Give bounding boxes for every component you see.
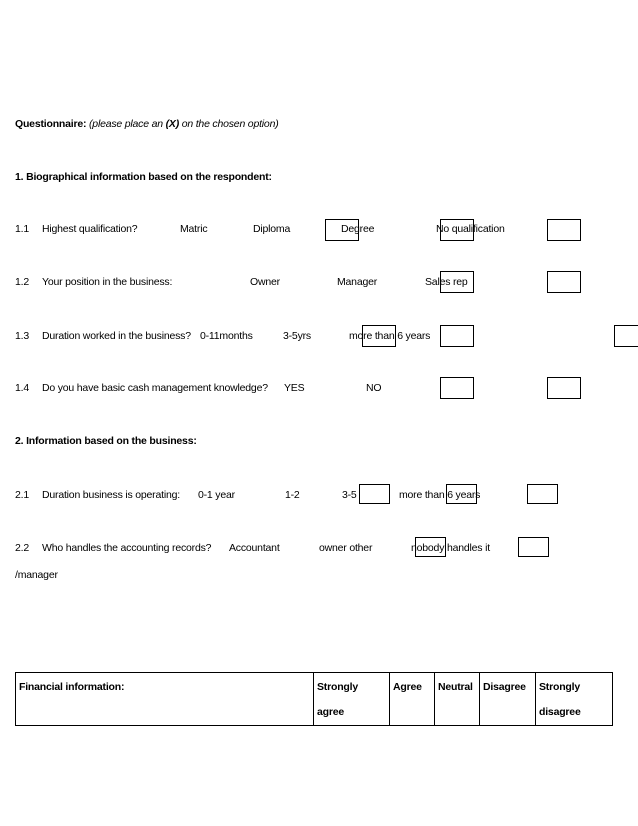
q1-1-option-degree: Degree xyxy=(341,223,375,235)
q2-1-option-more-than-6-years: more than 6 years xyxy=(399,489,481,501)
q2-1-option-3-5: 3-5 xyxy=(342,489,357,501)
q1-2-option-sales-rep: Sales rep xyxy=(425,276,468,288)
q1-2-option-manager: Manager xyxy=(337,276,378,288)
q2-2-option-nobody-handles-it: nobody handles it xyxy=(411,542,490,554)
instruction-mark: (X) xyxy=(165,118,179,130)
financial-information-table xyxy=(15,672,613,726)
q1-4-checkbox-no[interactable] xyxy=(547,377,581,399)
questionnaire-label: Questionnaire: xyxy=(15,118,87,130)
q2-2-question: Who handles the accounting records? xyxy=(42,542,212,554)
header-strongly-disagree: Strongly disagree xyxy=(536,673,613,726)
q2-1-option-1-2: 1-2 xyxy=(285,489,300,501)
q2-2-option-accountant: Accountant xyxy=(229,542,280,554)
header-disagree: Disagree xyxy=(480,673,536,726)
q2-1-option-0-1-year: 0-1 year xyxy=(198,489,235,501)
questionnaire-heading xyxy=(15,118,279,130)
header-agree: Agree xyxy=(390,673,435,726)
q1-3-question: Duration worked in the business? xyxy=(42,330,191,342)
q2-1-question: Duration business is operating: xyxy=(42,489,180,501)
q2-2-checkbox-nobody-handles-it[interactable] xyxy=(518,537,549,557)
q2-2-option-owner-other: owner other xyxy=(319,542,373,554)
q1-2-checkbox-sales-rep[interactable] xyxy=(547,271,581,293)
q1-1-option-no-qualification: No qualification xyxy=(436,223,505,235)
q2-2-number: 2.2 xyxy=(15,542,29,554)
q1-2-number: 1.2 xyxy=(15,276,29,288)
q1-4-option-no: NO xyxy=(366,382,382,394)
q2-2-continuation: /manager xyxy=(15,569,58,581)
header-neutral: Neutral xyxy=(435,673,480,726)
q1-4-number: 1.4 xyxy=(15,382,29,394)
q1-1-option-matric: Matric xyxy=(180,223,208,235)
q1-1-option-diploma: Diploma xyxy=(253,223,291,235)
section-2-title: 2. Information based on the business: xyxy=(15,435,197,447)
q1-3-checkbox-more-than-6-years[interactable] xyxy=(440,325,474,347)
q1-3-option-3-5yrs: 3-5yrs xyxy=(283,330,311,342)
table-header-row xyxy=(16,673,613,726)
q1-2-question: Your position in the business: xyxy=(42,276,173,288)
q1-3-option-0-11months: 0-11months xyxy=(200,330,253,342)
q1-3-option-more-than-6-years: more than 6 years xyxy=(349,330,431,342)
q2-1-checkbox-more-than-6-years[interactable] xyxy=(527,484,558,504)
section-1-title: 1. Biographical information based on the respondent: xyxy=(15,171,272,183)
header-financial-information: Financial information: xyxy=(16,673,314,726)
q1-1-question: Highest qualification? xyxy=(42,223,138,235)
instruction-pre: (please place an xyxy=(89,118,166,130)
q1-4-checkbox-yes[interactable] xyxy=(440,377,474,399)
q1-2-option-owner: Owner xyxy=(250,276,280,288)
q1-3-checkbox-extra[interactable] xyxy=(614,325,638,347)
instruction-post: on the chosen option) xyxy=(179,118,279,130)
q1-1-checkbox-no-qualification[interactable] xyxy=(547,219,581,241)
header-strongly-agree: Strongly agree xyxy=(314,673,390,726)
q2-1-number: 2.1 xyxy=(15,489,29,501)
q1-3-number: 1.3 xyxy=(15,330,29,342)
q2-1-checkbox-3-5[interactable] xyxy=(446,484,477,504)
q2-1-checkbox-1-2[interactable] xyxy=(359,484,390,504)
q1-4-option-yes: YES xyxy=(284,382,305,394)
q1-1-number: 1.1 xyxy=(15,223,29,235)
q1-4-question: Do you have basic cash management knowledge? xyxy=(42,382,268,394)
